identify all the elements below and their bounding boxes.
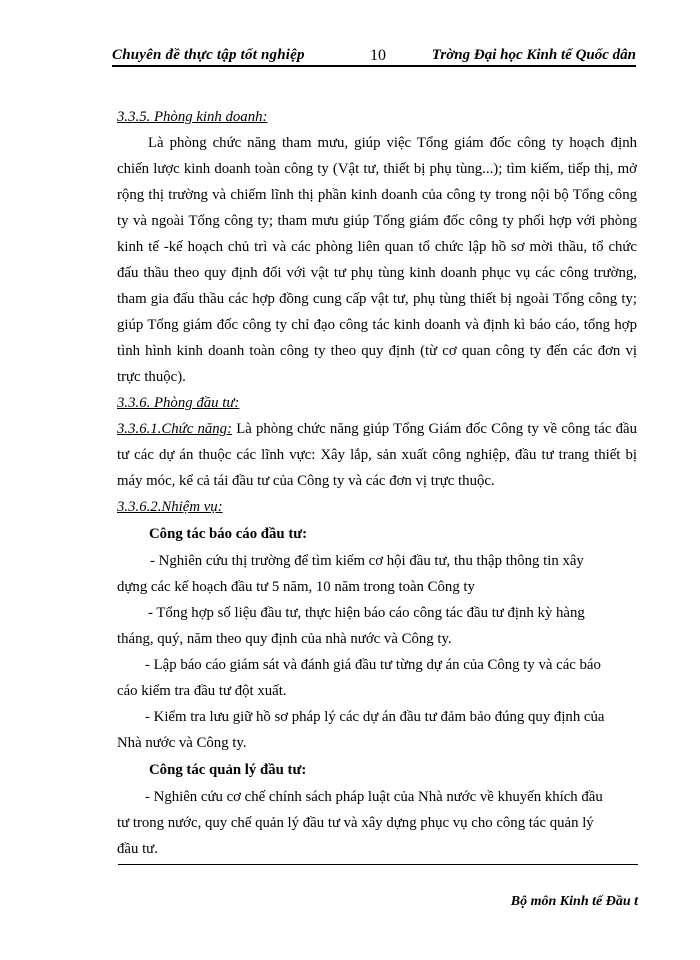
header-rule [112,65,636,67]
page-number: 10 [370,47,386,64]
document-body [117,104,637,862]
section-3-3-6-title: 3.3.6. Phòng đầu tư: [117,395,240,411]
group-investment-reporting-title: Công tác báo cáo đầu tư: [149,526,308,542]
list-item: - Lập báo cáo giám sát và đánh giá đầu tư từng dự án của Công ty và các báo cáo kiểm tra đầu tư đột xuất. [117,657,601,699]
list-item: - Kiểm tra lưu giữ hồ sơ pháp lý các dự án đầu tư đảm bảo đúng quy định của Nhà nước và Công ty. [117,709,605,751]
footer-rule [118,864,638,865]
section-3-3-6-1-label: 3.3.6.1.Chức năng: [117,421,233,437]
list-item: - Nghiên cứu thị trường để tìm kiếm cơ hội đầu tư, thu thập thông tin xây dựng các kế hoạch đầu tư 5 năm, 10 năm trong toàn Công ty [117,553,584,595]
section-3-3-6-1-body: Là phòng chức năng giúp Tổng Giám đốc Công ty về công tác đầu tư các dự án thuộc các lĩnh vực: Xây lắp, sản xuất công nghiệp, đầu tư trang thiết bị máy móc, kể cả tái đầu tư của Công ty và các đơn vị trực thuộc. [117,421,637,489]
section-3-3-5-body: Là phòng chức năng tham mưu, giúp việc Tổng giám đốc công ty hoạch định chiến lược kinh doanh toàn công ty (Vật tư, thiết bị phụ tùng...); tìm kiếm, tiếp thị, mở rộng thị trường và chiếm lĩnh thị phần kinh doanh của công ty trong nội bộ Tổng công ty và ngoài Tổng công ty; tham mưu giúp Tổng giám đốc công ty phối hợp với phòng kinh tế -kế hoạch chủ trì và các phòng liên quan tổ chức lập hồ sơ mời thầu, tổ chức đấu thầu theo quy định đối với vật tư phụ tùng kinh doanh phục vụ các công trường, tham gia đấu thầu các hợp đồng cung cấp vật tư, phụ tùng thiết bị ngoài Tổng công ty; giúp Tổng giám đốc công ty chỉ đạo công tác kinh doanh và định kì báo cáo, tổng hợp tình hình kinh doanh toàn công ty theo quy định (từ cơ quan công ty đến các đơn vị trực thuộc). [117,135,637,385]
section-3-3-5-title: 3.3.5. Phòng kinh doanh: [117,109,268,125]
footer-department: Bộ môn Kinh tế Đầu t [510,894,638,909]
header-university: Trờng Đại học Kinh tế Quốc dân [431,47,636,63]
list-item: - Tổng hợp số liệu đầu tư, thực hiện báo cáo công tác đầu tư định kỳ hàng tháng, quý, năm theo quy định của nhà nước và Công ty. [117,605,585,647]
section-3-3-6-2-title: 3.3.6.2.Nhiệm vụ: [117,499,223,515]
list-item: - Nghiên cứu cơ chế chính sách pháp luật của Nhà nước về khuyến khích đầu tư trong nước, quy chế quản lý đầu tư và xây dựng phục vụ cho công tác quản lý đầu tư. [117,789,603,857]
group-investment-management-title: Công tác quản lý đầu tư: [149,762,307,778]
page-header [112,44,636,68]
page-footer [118,864,638,909]
header-document-title: Chuyên đề thực tập tốt nghiệp [112,47,305,63]
section-3-3-6-1-paragraph [117,416,637,494]
